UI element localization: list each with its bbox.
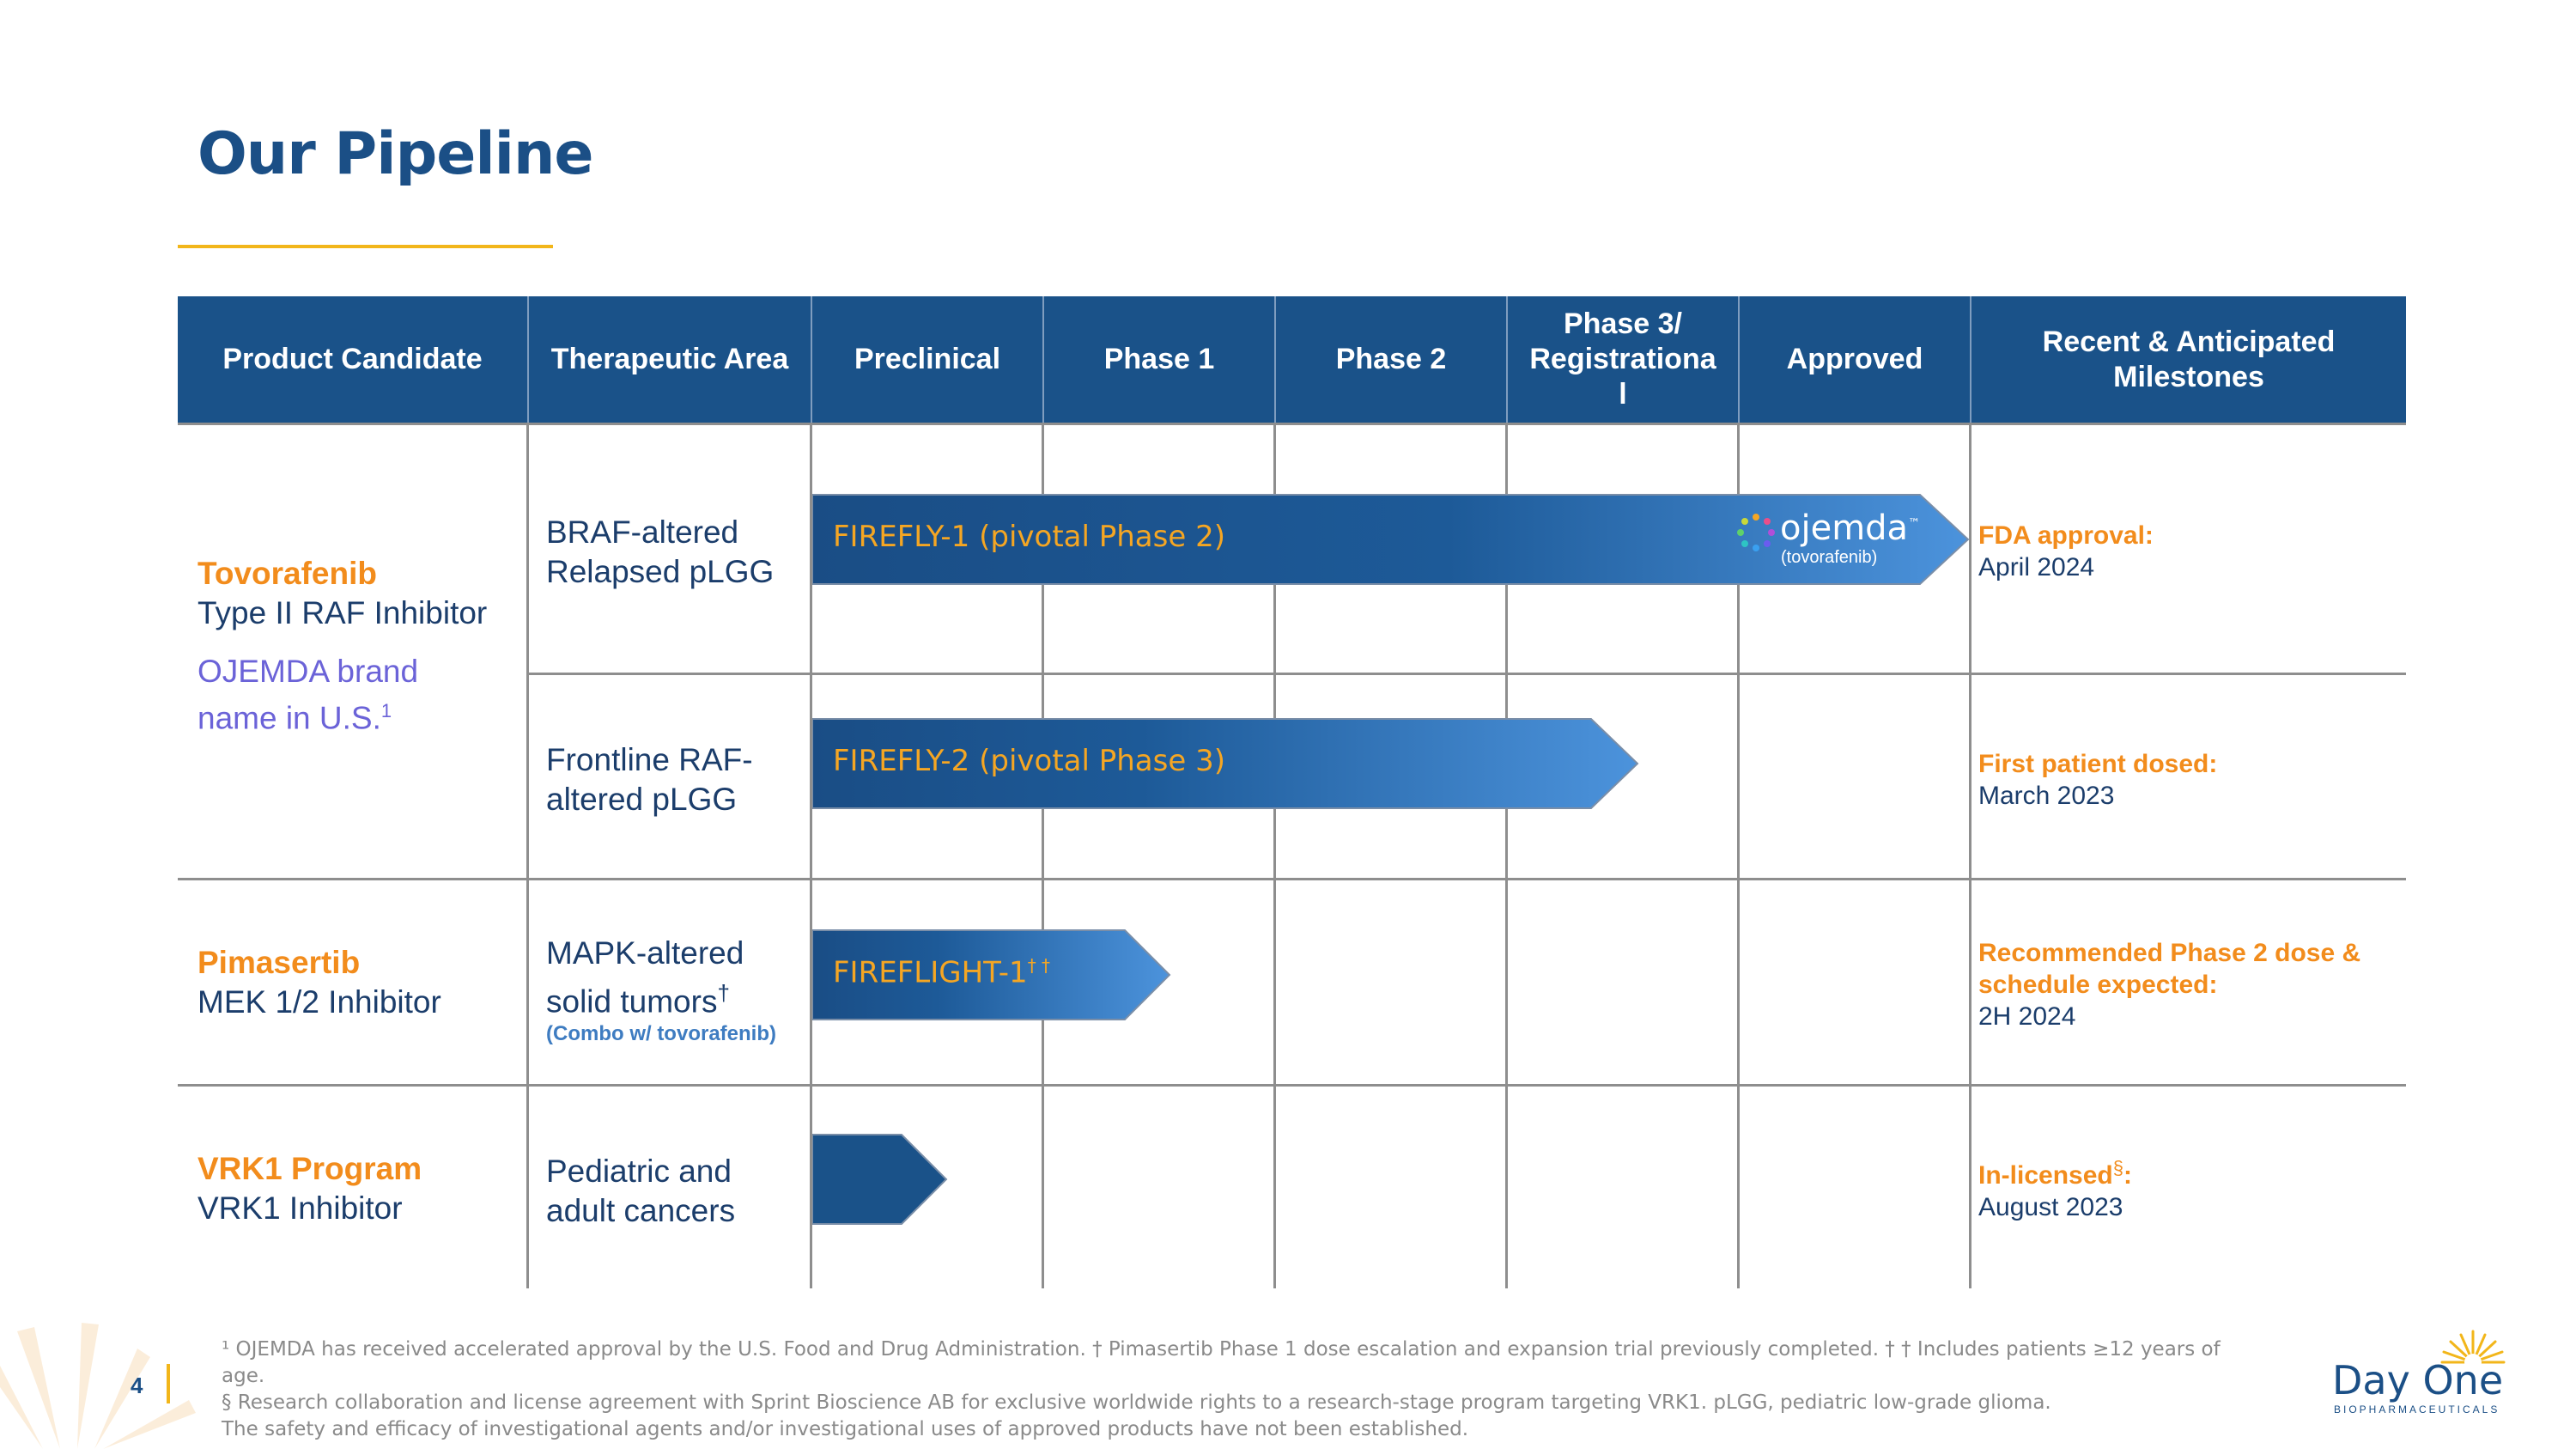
page-number-divider: [167, 1364, 170, 1403]
milestone-label: First patient dosed:: [1978, 750, 2218, 778]
therapeutic-area-row3: [546, 934, 776, 1047]
product-name: Tovorafenib: [197, 556, 377, 591]
header-phase-3-line: l: [1619, 378, 1627, 411]
product-pimasertib: [197, 943, 441, 1022]
company-logo-text: Day One: [2332, 1357, 2504, 1403]
page-number: 4: [131, 1373, 143, 1398]
column-divider: [526, 423, 529, 1288]
progress-arrow-vrk1: [812, 1133, 950, 1226]
header-phase-3-line: Phase 3/: [1564, 307, 1682, 340]
milestone-colon: :: [2123, 1161, 2132, 1190]
header-phase-3: [1508, 296, 1738, 423]
trial-label-firefly-1: FIREFLY-1 (pivotal Phase 2): [833, 520, 1225, 554]
area-line: Pediatric and: [546, 1154, 732, 1189]
area-line-text: solid tumors: [546, 983, 718, 1020]
header-therapeutic-area: Therapeutic Area: [550, 343, 789, 375]
product-tovorafenib: [197, 554, 487, 738]
brand-note: [197, 691, 487, 738]
area-line: [546, 973, 776, 1021]
brand-note: [197, 652, 487, 691]
trademark-mark: ™: [1908, 516, 1921, 531]
area-line: Frontline RAF-: [546, 742, 753, 777]
row-divider: [178, 423, 2406, 425]
milestone-row3: [1978, 937, 2360, 1032]
page-title: Our Pipeline: [197, 120, 593, 188]
footnote-marker: † †: [1027, 955, 1051, 976]
row-divider: [178, 878, 2406, 880]
area-line: MAPK-altered: [546, 935, 744, 971]
milestone-value: 2H 2024: [1978, 1002, 2076, 1031]
milestone-row2: [1978, 748, 2217, 812]
therapeutic-area-row1: [546, 513, 774, 592]
trial-label-firefly-2: FIREFLY-2 (pivotal Phase 3): [833, 744, 1225, 778]
footnote-line: The safety and efficacy of investigational agents and/or investigational uses of approved products have not been established.: [222, 1418, 1469, 1440]
footnote-marker: §: [2112, 1157, 2123, 1178]
header-phase-1: Phase 1: [1103, 343, 1215, 375]
footnote-line: ¹ OJEMDA has received accelerated approval by the U.S. Food and Drug Administration. † Pimasertib Phase 1 dose escalation and expansion trial previously completed. † † Includes patients ≥12 years of age.: [222, 1338, 2221, 1387]
ojemda-logo-icon: [1735, 512, 1777, 553]
product-name: VRK1 Program: [197, 1151, 422, 1186]
area-line: Relapsed pLGG: [546, 554, 775, 589]
header-milestones: [1971, 296, 2406, 423]
product-class: VRK1 Inhibitor: [197, 1190, 403, 1226]
header-product-candidate: Product Candidate: [222, 343, 483, 375]
header-phase-3-line: Registrationa: [1529, 343, 1716, 375]
area-line: adult cancers: [546, 1193, 736, 1228]
milestone-label-text: In-licensed: [1978, 1161, 2113, 1190]
footnote-marker: 1: [380, 700, 392, 721]
milestone-value: August 2023: [1978, 1193, 2123, 1221]
title-underline: [178, 245, 553, 248]
header-preclinical: Preclinical: [854, 343, 1001, 375]
milestone-row1: [1978, 520, 2154, 583]
product-vrk1: [197, 1149, 422, 1228]
header-phase-2: Phase 2: [1335, 343, 1447, 375]
header-milestones-line: Milestones: [2113, 360, 2264, 393]
ojemda-generic-name: (tovorafenib): [1781, 548, 1878, 567]
combo-note: (Combo w/ tovorafenib): [546, 1022, 776, 1046]
milestone-value: March 2023: [1978, 782, 2115, 810]
header-milestones-line: Recent & Anticipated: [2042, 325, 2336, 358]
footnote-line: § Research collaboration and license agreement with Sprint Bioscience AB for exclusive worldwide rights to a research-stage program targeting VRK1. pLGG, pediatric low-grade glioma.: [222, 1391, 2051, 1414]
area-line: BRAF-altered: [546, 514, 739, 550]
background-sunburst-icon: [0, 1314, 258, 1449]
milestone-row4: [1978, 1152, 2132, 1223]
footnotes: [222, 1336, 2239, 1443]
product-class: Type II RAF Inhibitor: [197, 595, 488, 630]
milestone-label: Recommended Phase 2 dose &: [1978, 939, 2361, 967]
product-name: Pimasertib: [197, 945, 361, 980]
milestone-label: FDA approval:: [1978, 521, 2154, 550]
footnote-marker: †: [717, 980, 730, 1006]
trial-label-fireflight-1: [833, 955, 1050, 989]
milestone-label: schedule expected:: [1978, 971, 2218, 999]
header-approved: Approved: [1786, 343, 1923, 375]
therapeutic-area-row2: [546, 740, 753, 819]
trial-label-text: FIREFLIGHT-1: [833, 955, 1028, 990]
ojemda-brand-name: ojemda: [1780, 508, 1909, 548]
therapeutic-area-row4: [546, 1152, 735, 1231]
brand-note-line: name in U.S.: [197, 700, 381, 736]
company-logo-subtext: BIOPHARMACEUTICALS: [2334, 1403, 2500, 1416]
brand-note-line: OJEMDA brand: [197, 654, 419, 689]
milestone-value: April 2024: [1978, 553, 2095, 581]
milestone-label: [1978, 1152, 2132, 1191]
row-divider: [178, 1084, 2406, 1087]
ojemda-badge: [1780, 508, 1920, 548]
area-line: altered pLGG: [546, 782, 738, 817]
product-class: MEK 1/2 Inhibitor: [197, 984, 441, 1020]
